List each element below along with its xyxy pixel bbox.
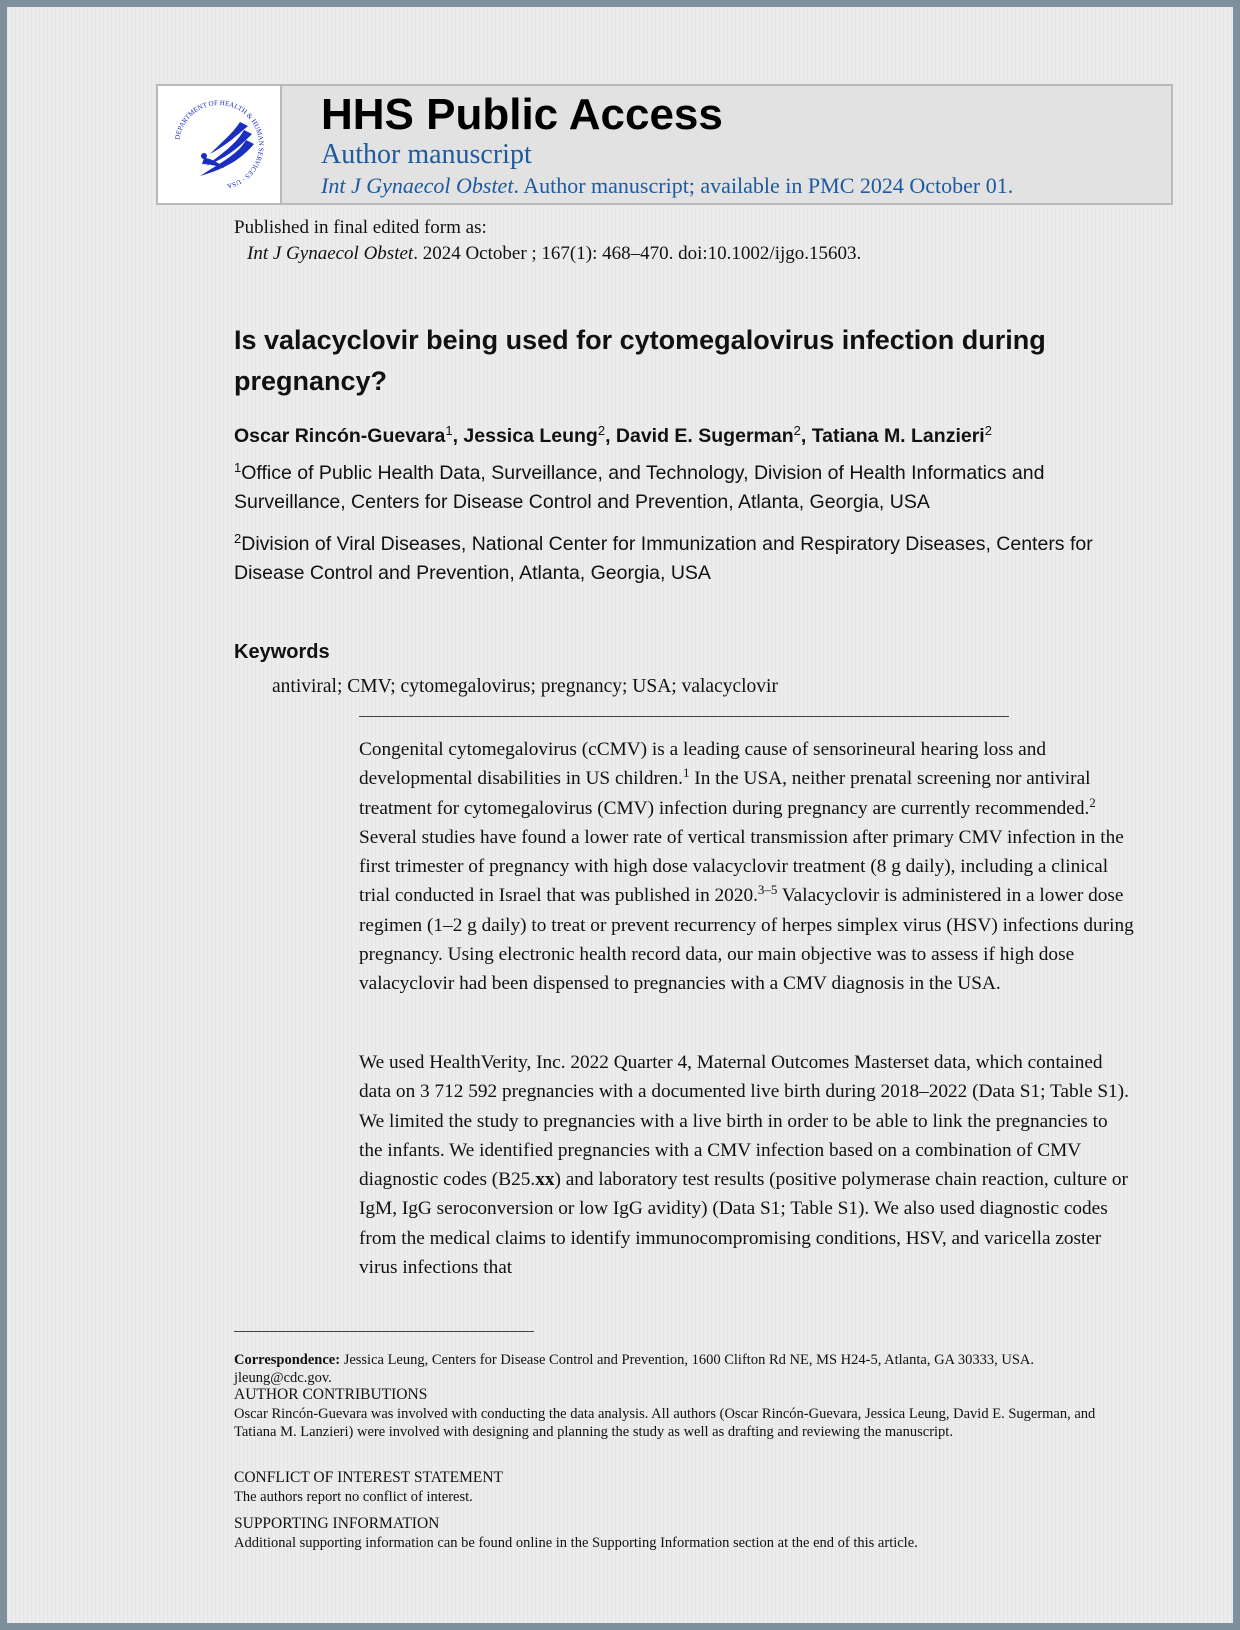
reference-mark[interactable]: 1	[682, 765, 690, 781]
hhs-eagle-icon	[170, 96, 268, 194]
affiliation-text: Office of Public Health Data, Surveillance, and Technology, Division of Health Informatics and Surveillance, Centers for Disease Control and Prevention, Atlanta, Georgia, USA	[234, 462, 1045, 513]
author-separator: ,	[800, 425, 812, 447]
supporting-information-heading: SUPPORTING INFORMATION	[234, 1515, 440, 1532]
code-suffix: xx	[535, 1169, 555, 1191]
journal-name: Int J Gynaecol Obstet	[321, 173, 514, 198]
published-label: Published in final edited form as:	[234, 217, 487, 238]
author-affiliation-mark: 2	[984, 423, 992, 438]
author-name: Jessica Leung	[463, 425, 598, 447]
citation-journal: Int J Gynaecol Obstet	[247, 243, 414, 264]
affiliation-2	[234, 530, 1134, 588]
availability-text: . Author manuscript; available in PMC 2024 October 01.	[513, 173, 1014, 198]
correspondence-text: Jessica Leung, Centers for Disease Control and Prevention, 1600 Clifton Rd NE, MS H24-5, Atlanta, GA 30333, USA. jleung@cdc.gov.	[234, 1352, 1034, 1386]
author-separator: ,	[605, 425, 616, 447]
conflict-of-interest-text: The authors report no conflict of interest.	[234, 1489, 473, 1505]
author-affiliation-mark: 1	[445, 423, 453, 438]
reference-mark[interactable]: 2	[1089, 794, 1096, 810]
author-name: Tatiana M. Lanzieri	[811, 425, 985, 447]
affiliation-number: 2	[234, 531, 242, 546]
conflict-of-interest-heading: CONFLICT OF INTEREST STATEMENT	[234, 1469, 504, 1486]
paragraph-text: We used HealthVerity, Inc. 2022 Quarter 4, Maternal Outcomes Masterset data, which contained data on 3 712 592 pregnancies with a documented live birth during 2018–2022 (Data S1; Table S1). We limited the study to pregnancies with a live birth in order to be able to link the pregnancies to the infants. We identified pregnancies with a CMV infection based on a combination of CMV diagnostic codes (B25.	[359, 1052, 1129, 1191]
hhs-logo	[158, 86, 282, 203]
affiliation-text: Division of Viral Diseases, National Center for Immunization and Respiratory Diseases, Centers for Disease Control and Prevention, Atlanta, Georgia, USA	[234, 533, 1093, 584]
paragraph-text: ) and laboratory test results (positive polymerase chain reaction, culture or IgM, IgG seroconversion or low IgG avidity) (Data S1; Table S1). We also used diagnostic codes from the medical claims to identify immunocompromising conditions, HSV, and varicella zoster virus infections that	[359, 1169, 1128, 1279]
logo-ring-text: DEPARTMENT OF HEALTH & HUMAN SERVICES · USA	[173, 98, 266, 191]
author-contributions-text: Oscar Rincón-Guevara was involved with conducting the data analysis. All authors (Oscar Rincón-Guevara, Jessica Leung, David E. Sugerman, and Tatiana M. Lanzieri) were involved with designing and planning the study as well as drafting and reviewing the manuscript.	[234, 1406, 1096, 1440]
keywords-list: antiviral; CMV; cytomegalovirus; pregnancy; USA; valacyclovir	[272, 676, 778, 697]
paragraph-text: Valacyclovir is administered in a lower dose regimen (1–2 g daily) to treat or prevent recurrency of herpes simplex virus (HSV) infections during pregnancy. Using electronic health record data, our main objective was to assess if high dose valacyclovir had been dispensed to pregnancies with a CMV diagnosis in the USA.	[359, 885, 1134, 995]
manuscript-page	[7, 7, 1233, 1623]
hhs-public-access-banner	[156, 84, 1173, 205]
section-divider	[359, 716, 1009, 717]
author-affiliation-mark: 2	[793, 423, 801, 438]
footnote-divider	[234, 1331, 534, 1332]
affiliation-number: 1	[234, 460, 242, 475]
paragraph-text: Congenital cytomegalovirus (cCMV) is a leading cause of sensorineural hearing loss and developmental disabilities in US children.	[359, 739, 1046, 790]
banner-subtitle: Author manuscript	[321, 139, 532, 170]
body-paragraph-2	[359, 1048, 1134, 1282]
citation-details: . 2024 October ; 167(1): 468–470. doi:10.1002/ijgo.15603.	[413, 243, 862, 264]
supporting-information-text: Additional supporting information can be found online in the Supporting Information section at the end of this article.	[234, 1535, 918, 1551]
author-name: David E. Sugerman	[615, 425, 794, 447]
published-citation	[247, 243, 861, 265]
banner-availability	[321, 173, 1013, 199]
article-title: Is valacyclovir being used for cytomegalovirus infection during pregnancy?	[234, 325, 1046, 396]
body-paragraph-1	[359, 735, 1134, 999]
author-name: Oscar Rincón-Guevara	[234, 425, 446, 447]
correspondence-note	[234, 1351, 1134, 1387]
paragraph-text: In the USA, neither prenatal screening nor antiviral treatment for cytomegalovirus (CMV) infection during pregnancy are currently recommended.	[359, 768, 1091, 819]
affiliation-1	[234, 459, 1134, 517]
keywords-heading: Keywords	[234, 641, 330, 663]
author-affiliation-mark: 2	[597, 423, 606, 438]
author-contributions-heading: AUTHOR CONTRIBUTIONS	[234, 1386, 428, 1403]
author-list	[234, 425, 992, 448]
paragraph-text: Several studies have found a lower rate of vertical transmission after primary CMV infection in the first trimester of pregnancy with high dose valacyclovir treatment (8 g daily), including a clinical trial conducted in Israel that was published in 2020.	[359, 826, 1124, 907]
reference-mark[interactable]: 3–5	[757, 882, 778, 898]
correspondence-label: Correspondence:	[234, 1352, 341, 1368]
author-separator: ,	[452, 425, 464, 447]
banner-title: HHS Public Access	[321, 90, 723, 139]
